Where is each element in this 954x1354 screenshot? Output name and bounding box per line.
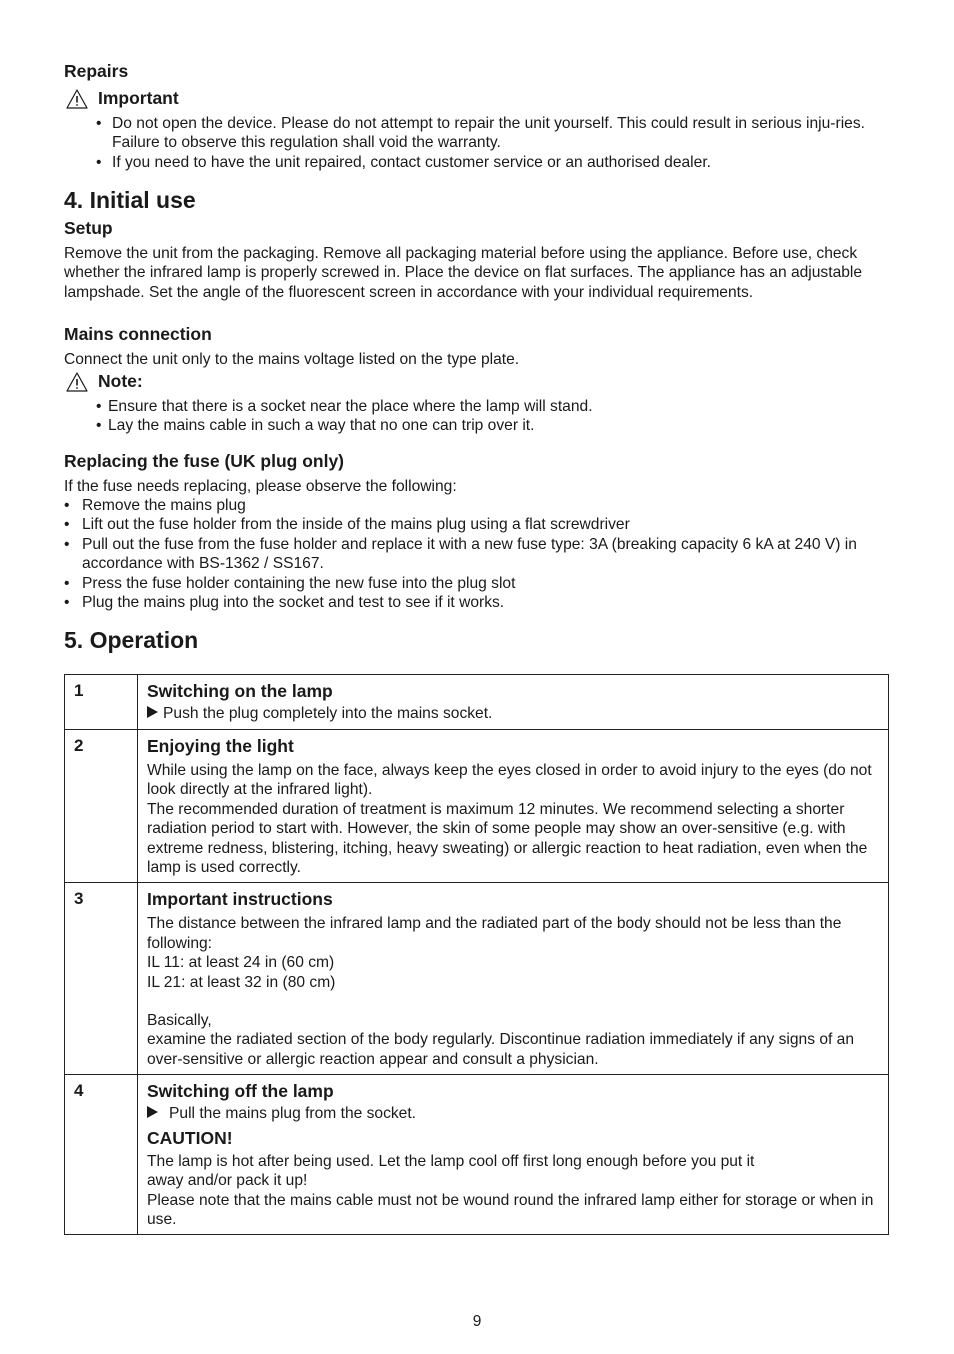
note-label: Note: (98, 371, 143, 391)
step-paragraph: Basically, (147, 1012, 212, 1030)
table-row (65, 883, 889, 1075)
step-paragraph: away and/or pack it up! (147, 1172, 308, 1190)
table-row (65, 1075, 889, 1235)
distance-il11: IL 11: at least 24 in (60 cm) (147, 954, 335, 972)
step-instruction (147, 704, 879, 723)
step-instruction (147, 1104, 879, 1123)
table-row (65, 675, 889, 730)
step-number: 2 (65, 730, 138, 883)
step-number: 3 (65, 883, 138, 1075)
step-number: 1 (65, 675, 138, 730)
step-title: Switching off the lamp (147, 1081, 334, 1102)
step-cell (138, 1075, 889, 1235)
setup-heading: Setup (64, 218, 113, 238)
list-item: • Do not open the device. Please do not attempt to repair the unit yourself. This could result in serious inju-ries. Failure to observe this regulation shall void the warranty. (96, 114, 886, 153)
list-item: • Lay the mains cable in such a way that no one can trip over it. (96, 416, 876, 435)
fuse-steps-list (64, 496, 889, 612)
step-title: Switching on the lamp (147, 681, 333, 701)
step-paragraph: The distance between the infrared lamp and the radiated part of the body should not be less than the following: (147, 915, 842, 952)
note-list (96, 397, 876, 436)
list-item: • Remove the mains plug (64, 496, 889, 515)
distance-il21: IL 21: at least 32 in (80 cm) (147, 973, 336, 991)
section-heading-initial-use: 4. Initial use (64, 187, 196, 213)
repairs-list (96, 114, 886, 172)
step-cell (138, 675, 889, 730)
warning-triangle-icon (66, 89, 88, 109)
step-paragraph: examine the radiated section of the body regularly. Discontinue radiation immediately if any signs of an over-sensitive or allergic reaction appear and consult a physician. (147, 1031, 855, 1068)
fuse-intro: If the fuse needs replacing, please observe the following: (64, 478, 457, 495)
setup-text: Remove the unit from the packaging. Remove all packaging material before using the appliance. Before use, check whether the infrared lamp is properly screwed in. Place the device on flat surfaces. The appliance has an adjustable lampshade. Set the angle of the fluorescent screen in accordance with your individual requirements. (64, 245, 863, 301)
mains-heading: Mains connection (64, 324, 212, 344)
repairs-heading: Repairs (64, 61, 129, 81)
operation-table (64, 674, 889, 1235)
mains-text: Connect the unit only to the mains voltage listed on the type plate. (64, 351, 520, 368)
table-row (65, 730, 889, 883)
step-cell (138, 883, 889, 1075)
note-label-row (66, 371, 143, 392)
list-item: • Pull out the fuse from the fuse holder and replace it with a new fuse type: 3A (breaking capacity 6 kA at 240 V) in accordance with BS-1362 / SS167. (64, 535, 889, 574)
step-paragraph: While using the lamp on the face, always keep the eyes closed in order to avoid injury to the eyes (do not look directly at the infrared light). (147, 762, 872, 799)
play-arrow-icon (147, 706, 158, 718)
section-heading-operation: 5. Operation (64, 627, 199, 653)
list-item: • Ensure that there is a socket near the place where the lamp will stand. (96, 397, 876, 416)
important-label: Important (98, 88, 179, 108)
list-item: • Press the fuse holder containing the new fuse into the plug slot (64, 574, 889, 593)
play-arrow-icon (147, 1106, 158, 1118)
list-item: • Lift out the fuse holder from the inside of the mains plug using a flat screwdriver (64, 515, 889, 534)
step-title: Enjoying the light (147, 736, 294, 756)
step-instruction-text: Pull the mains plug from the socket. (169, 1105, 417, 1123)
important-label-row (66, 88, 179, 109)
step-title: Important instructions (147, 889, 333, 910)
step-instruction-text: Push the plug completely into the mains socket. (163, 705, 493, 722)
step-cell (138, 730, 889, 883)
step-paragraph: Please note that the mains cable must not be wound round the infrared lamp either for storage or when in use. (147, 1191, 874, 1229)
step-paragraph: The recommended duration of treatment is maximum 12 minutes. We recommend selecting a shorter radiation period to start with. However, the skin of some people may show an over-sensitive (e.g. with extreme redness, blistering, itching, heavy sweating) or allergic reaction to heat radiation, even when the lamp is used correctly. (147, 800, 868, 877)
caution-label: CAUTION! (147, 1127, 233, 1148)
list-item: • Plug the mains plug into the socket and test to see if it works. (64, 593, 889, 612)
fuse-heading: Replacing the fuse (UK plug only) (64, 451, 345, 471)
list-item: • If you need to have the unit repaired, contact customer service or an authorised dealer. (96, 153, 886, 172)
step-paragraph: The lamp is hot after being used. Let the lamp cool off first long enough before you put it (147, 1152, 755, 1170)
page-number: 9 (472, 1313, 482, 1330)
warning-triangle-icon (66, 372, 88, 392)
step-number: 4 (65, 1075, 138, 1235)
